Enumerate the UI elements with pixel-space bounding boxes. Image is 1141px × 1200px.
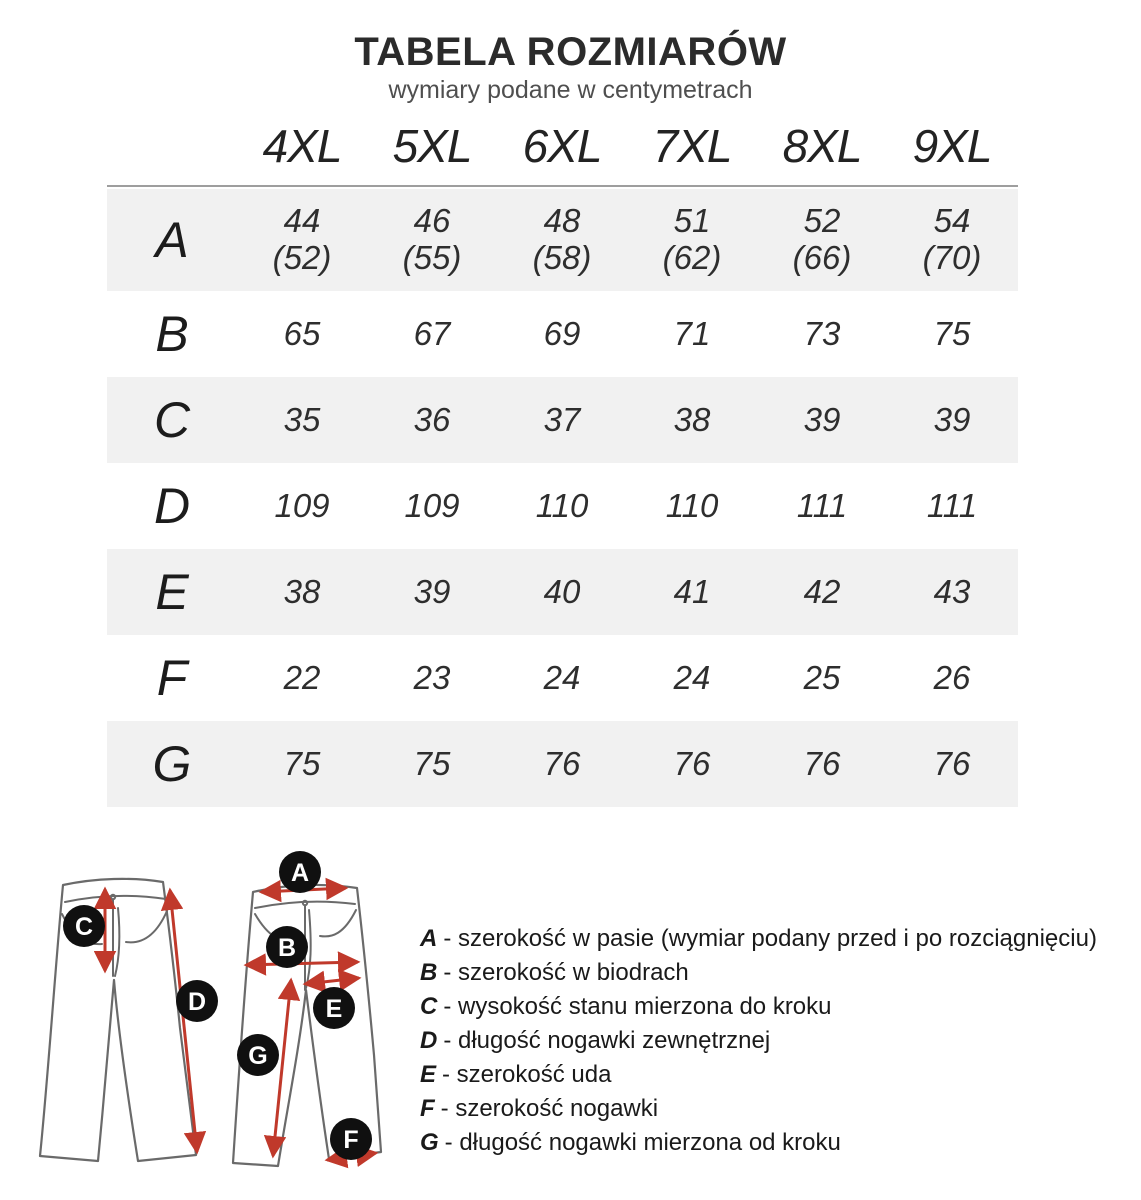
cell-d-4xl: 109 — [274, 486, 330, 524]
legend-item-f — [420, 1092, 1135, 1126]
table-row-d — [107, 463, 1018, 549]
badge-g-letter: G — [248, 1042, 268, 1070]
cell-c-8xl: 39 — [803, 400, 841, 438]
cell-b-4xl: 65 — [283, 314, 321, 352]
legend-letter: D — [420, 1027, 438, 1054]
legend-item-e — [420, 1058, 1135, 1092]
size-header-row — [107, 112, 1018, 180]
cell-e-9xl: 43 — [933, 572, 971, 610]
cell-e-8xl: 42 — [803, 572, 841, 610]
cell-c-9xl: 39 — [933, 400, 971, 438]
cell-d-7xl: 110 — [665, 486, 719, 524]
size-col-5xl: 5XL — [392, 120, 472, 172]
cell-b-6xl: 69 — [543, 314, 581, 352]
cell-a-7xl: 51 (62) — [662, 202, 722, 276]
row-label-d: D — [153, 478, 191, 534]
legend-text: - wysokość stanu mierzona do kroku — [443, 993, 832, 1020]
cell-g-5xl: 75 — [413, 744, 451, 782]
cell-g-6xl: 76 — [543, 744, 581, 782]
cell-c-6xl: 37 — [543, 400, 581, 438]
cell-d-6xl: 110 — [535, 486, 589, 524]
table-row-e — [107, 549, 1018, 635]
legend-letter: C — [420, 993, 438, 1020]
cell-e-6xl: 40 — [543, 572, 581, 610]
table-row-b — [107, 291, 1018, 377]
cell-e-7xl: 41 — [673, 572, 711, 610]
legend-text: - szerokość nogawki — [440, 1095, 659, 1122]
row-label-f: F — [156, 650, 188, 706]
pants-front-diagram — [20, 868, 220, 1188]
table-row-f — [107, 635, 1018, 721]
row-label-b: B — [155, 306, 189, 362]
cell-b-9xl: 75 — [933, 314, 971, 352]
cell-g-8xl: 76 — [803, 744, 841, 782]
measurement-legend — [420, 922, 1135, 1160]
legend-text: - szerokość w biodrach — [443, 959, 689, 986]
table-row-a — [107, 189, 1018, 291]
legend-letter: B — [420, 959, 438, 986]
legend-item-d — [420, 1024, 1135, 1058]
badge-c-letter: C — [74, 913, 94, 941]
cell-b-8xl: 73 — [803, 314, 841, 352]
legend-item-b — [420, 956, 1135, 990]
badge-d-letter: D — [187, 988, 207, 1016]
cell-b-5xl: 67 — [413, 314, 451, 352]
legend-letter: E — [420, 1061, 437, 1088]
size-col-8xl: 8XL — [782, 120, 862, 172]
legend-letter: A — [420, 925, 438, 952]
legend-item-g — [420, 1126, 1135, 1160]
cell-a-4xl: 44 (52) — [272, 202, 332, 276]
cell-c-7xl: 38 — [673, 400, 711, 438]
table-row-g — [107, 721, 1018, 807]
page-subtitle: wymiary podane w centymetrach — [388, 76, 753, 104]
cell-f-8xl: 25 — [803, 658, 841, 696]
cell-e-5xl: 39 — [413, 572, 451, 610]
cell-d-8xl: 111 — [796, 486, 848, 524]
legend-letter: F — [420, 1095, 435, 1122]
legend-text: - długość nogawki mierzona od kroku — [444, 1129, 841, 1156]
table-top-border — [107, 185, 1018, 187]
table-row-c — [107, 377, 1018, 463]
badge-e-letter: E — [325, 995, 343, 1023]
legend-text: - szerokość w pasie (wymiar podany przed i po rozciągnięciu) — [443, 925, 1097, 952]
cell-f-7xl: 24 — [673, 658, 711, 696]
pants-side-diagram — [225, 850, 395, 1180]
cell-a-9xl: 54 (70) — [922, 202, 982, 276]
size-col-6xl: 6XL — [522, 120, 602, 172]
legend-item-c — [420, 990, 1135, 1024]
size-col-4xl: 4XL — [262, 120, 342, 172]
cell-c-4xl: 35 — [283, 400, 321, 438]
size-col-9xl: 9XL — [912, 120, 992, 172]
legend-text: - szerokość uda — [442, 1061, 612, 1088]
cell-c-5xl: 36 — [413, 400, 451, 438]
cell-b-7xl: 71 — [673, 314, 711, 352]
title-block — [0, 30, 1141, 105]
badge-b-letter: B — [277, 934, 297, 962]
legend-letter: G — [420, 1129, 439, 1156]
cell-a-5xl: 46 (55) — [402, 202, 462, 276]
row-label-e: E — [155, 564, 189, 620]
cell-a-6xl: 48 (58) — [532, 202, 592, 276]
size-table — [107, 189, 1018, 807]
row-label-c: C — [153, 392, 191, 448]
size-col-7xl: 7XL — [652, 120, 732, 172]
page-title: TABELA ROZMIARÓW — [354, 30, 787, 74]
row-label-g: G — [152, 736, 192, 792]
cell-f-4xl: 22 — [283, 658, 321, 696]
cell-g-7xl: 76 — [673, 744, 711, 782]
legend-item-a — [420, 922, 1135, 956]
cell-g-9xl: 76 — [933, 744, 971, 782]
cell-f-9xl: 26 — [933, 658, 971, 696]
cell-f-6xl: 24 — [543, 658, 581, 696]
cell-e-4xl: 38 — [283, 572, 321, 610]
cell-d-5xl: 109 — [404, 486, 460, 524]
cell-d-9xl: 111 — [926, 486, 978, 524]
legend-text: - długość nogawki zewnętrznej — [443, 1027, 771, 1054]
row-label-a: A — [155, 212, 189, 268]
cell-f-5xl: 23 — [413, 658, 451, 696]
cell-a-8xl: 52 (66) — [792, 202, 852, 276]
cell-g-4xl: 75 — [283, 744, 321, 782]
badge-f-letter: F — [343, 1126, 359, 1154]
badge-a-letter: A — [290, 859, 310, 887]
